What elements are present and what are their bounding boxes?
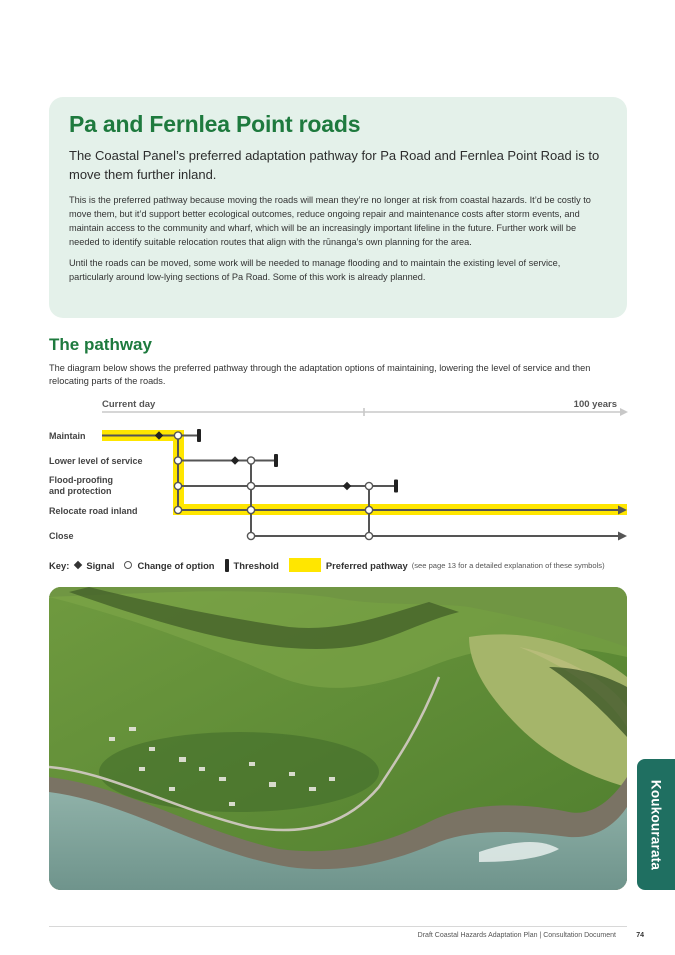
close-arrowhead — [618, 532, 627, 541]
footer-document-title: Draft Coastal Hazards Adaptation Plan | Consultation Document — [417, 932, 616, 939]
key-signal-label: Signal — [86, 559, 115, 571]
intro-box — [49, 97, 627, 318]
key-signal — [75, 560, 114, 571]
pathway-title: The pathway — [49, 335, 152, 354]
pathway-diagram — [0, 390, 675, 550]
preferred-pathway — [102, 430, 627, 515]
key-label: Key: — [49, 559, 70, 571]
footer-divider — [49, 926, 627, 927]
page-title: Pa and Fernlea Point roads — [69, 111, 361, 137]
footer-page-number: 74 — [636, 932, 644, 939]
timeline-end: 100 years — [573, 399, 617, 410]
pathway-description: The diagram below shows the preferred pathway through the adaptation options of maintaining, lowering the level of service and then relocating parts of the roads. — [49, 363, 591, 386]
key-change — [124, 560, 214, 571]
change-of-option-icon — [124, 561, 132, 569]
option-label-maintain: Maintain — [49, 431, 86, 441]
key-preferred — [289, 558, 605, 572]
section-tab-label: Koukourarata — [648, 779, 664, 870]
timeline-arrowhead — [620, 408, 628, 416]
diagram-key — [49, 556, 639, 574]
key-threshold — [225, 559, 279, 572]
option-label-flood-proofing: Flood-proofing — [49, 475, 113, 485]
option-label-lower-los: Lower level of service — [49, 456, 143, 466]
option-label-relocate: Relocate road inland — [49, 506, 138, 516]
timeline-start: Current day — [102, 399, 156, 410]
intro-paragraph-2: Until the roads can be moved, some work will be needed to manage flooding and to maintain the existing level of service, particularly around low-lying sections of Pa Road. Some of this work is already planned. — [69, 258, 561, 282]
section-tab[interactable] — [637, 759, 675, 890]
threshold-icon — [225, 559, 229, 572]
coastal-aerial-photo — [49, 587, 627, 890]
aerial-photo-illustration — [49, 587, 627, 890]
preferred-pathway-swatch — [289, 558, 321, 572]
intro-paragraph-1: This is the preferred pathway because moving the roads will mean they’re no longer at risk from coastal hazards. It’d be costly to move them, but it’d support better ecological outcomes, reduce ongoing repair and maintenance costs after storm events, and maintain access to the community and wharf, which will be an increasingly important lifeline in the future. Further work will be needed to identify suitable relocation routes that align with the rūnanga’s own planning for the area. — [69, 195, 591, 247]
key-threshold-label: Threshold — [233, 559, 279, 571]
signal-icon — [74, 561, 82, 569]
key-change-label: Change of option — [137, 559, 215, 571]
key-preferred-label: Preferred pathway — [325, 559, 408, 571]
option-label-flood-proofing-2: and protection — [49, 486, 112, 496]
option-label-close: Close — [49, 531, 74, 541]
intro-lead: The Coastal Panel’s preferred adaptation pathway for Pa Road and Fernlea Point Road is to move them further inland. — [69, 148, 600, 182]
key-note: (see page 13 for a detailed explanation of these symbols) — [411, 560, 605, 570]
